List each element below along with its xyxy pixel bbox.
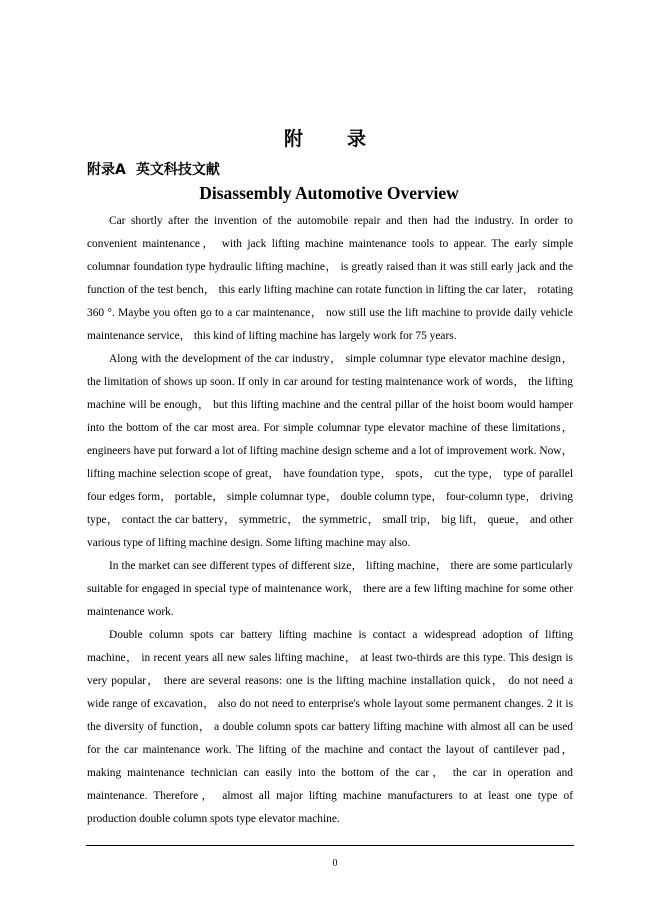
page-number: 0	[332, 858, 338, 869]
appendix-label: 附录A	[87, 162, 126, 178]
paragraph: Car shortly after the invention of the automobile repair and then had the industry. In order to convenient maintenance， with jack lifting machine maintenance tools to appear. The early simple columnar foundation type hydraulic lifting machine， is greatly raised than it was still early jack and the function of the test bench， this early lifting machine can rotate function in lifting the car later， rotating 360 °. Maybe you often go to a car maintenance， now still use the lift machine to provide daily vehicle maintenance service， this kind of lifting machine has largely work for 75 years.	[87, 215, 573, 342]
paragraph: Along with the development of the car industry， simple columnar type elevator machine design， the limitation of shows up soon. If only in car around for testing maintenance work of words， the lifting machine will be enough， but this lifting machine and the central pillar of the hoist boom would hamper into the bottom of the car most area. For simple columnar type elevator machine of these limitations， engineers have put forward a lot of lifting machine design scheme and a lot of improvement work. Now， lifting machine selection scope of great， have foundation type， spots， cut the type， type of parallel four edges form， portable， simple columnar type， double column type， four-column type， driving type， contact the car battery， symmetric， the symmetric， small trip， big lift， queue， and other various type of lifting machine design. Some lifting machine may also.	[87, 353, 573, 549]
appendix-sublabel: 英文科技文献	[135, 162, 220, 178]
appendix-heading-right: 录	[347, 128, 367, 150]
paragraph: In the market can see different types of different size， lifting machine， there are some particularly suitable for engaged in special type of maintenance work， there are a few lifting machine for some other maintenance work.	[87, 560, 573, 618]
appendix-subheading	[87, 159, 220, 179]
article-body	[87, 210, 573, 831]
paragraph: Double column spots car battery lifting machine is contact a widespread adoption of lifting machine， in recent years all new sales lifting machine， at least two-thirds are this type. This design is very popular， there are several reasons: one is the lifting machine installation quick， do not need a wide range of excavation， also do not need to enterprise's whole layout some permanent changes. 2 it is the diversity of function， a double column spots car battery lifting machine with almost all can be used for the car maintenance work. The lifting of the machine and contact the layout of cantilever pad， making maintenance technician can easily into the bottom of the car， the car in operation and maintenance. Therefore， almost all major lifting machine manufacturers to at least one type of production double column spots type elevator machine.	[87, 629, 573, 825]
article-title: Disassembly Automotive Overview	[199, 183, 459, 203]
appendix-heading-left: 附	[283, 128, 303, 150]
appendix-heading	[0, 124, 650, 151]
footer-divider	[86, 845, 574, 846]
